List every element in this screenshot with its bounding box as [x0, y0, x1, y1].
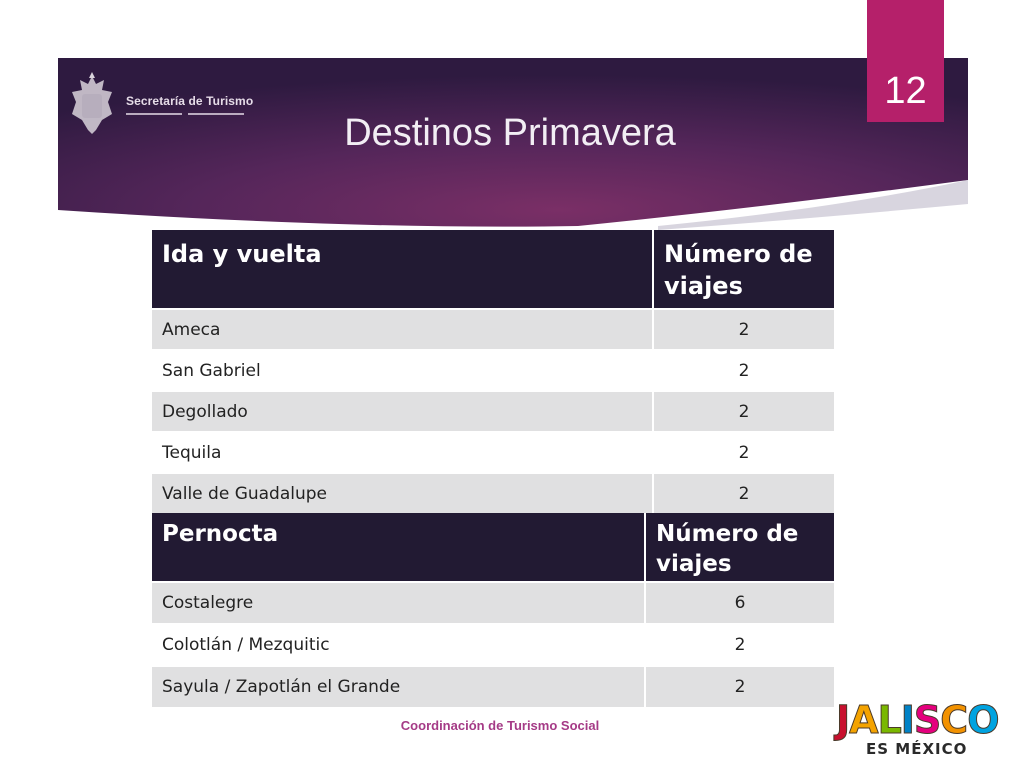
table-row: [152, 581, 834, 623]
table-header-row: [152, 513, 834, 581]
trips-cell: 2: [654, 472, 834, 513]
brand-wordmark: [836, 700, 999, 740]
trips-cell: 2: [646, 665, 834, 707]
table-row: [152, 472, 834, 513]
table-row: [152, 308, 834, 349]
brand-letter: I: [900, 698, 914, 742]
trips-cell: 2: [654, 431, 834, 472]
destination-cell: Colotlán / Mezquitic: [152, 623, 646, 665]
destination-cell: Costalegre: [152, 581, 646, 623]
destination-cell: Valle de Guadalupe: [152, 472, 654, 513]
destination-cell: Ameca: [152, 308, 654, 349]
page-title: Destinos Primavera: [344, 112, 676, 154]
page-number: 12: [884, 69, 927, 112]
brand-letter: S: [913, 698, 941, 742]
trips-cell: 2: [654, 349, 834, 390]
trips-cell: 2: [646, 623, 834, 665]
logo-text: Secretaría de Turismo: [126, 94, 254, 108]
table-row: [152, 390, 834, 431]
table-row: [152, 623, 834, 665]
brand-subtitle: ES MÉXICO: [866, 740, 968, 758]
brand-letter: O: [967, 698, 999, 742]
brand-letter: A: [849, 698, 878, 742]
trips-cell: 2: [654, 390, 834, 431]
trips-cell: 2: [654, 308, 834, 349]
table-header-row: [152, 230, 834, 308]
table-row: [152, 349, 834, 390]
brand-letter: L: [877, 698, 901, 742]
table-row: [152, 431, 834, 472]
crest-icon: [66, 70, 118, 136]
table-row: [152, 665, 834, 707]
destination-cell: Degollado: [152, 390, 654, 431]
column-header-destination: Ida y vuelta: [152, 230, 654, 308]
destination-cell: Tequila: [152, 431, 654, 472]
column-header-destination: Pernocta: [152, 513, 646, 581]
brand-letter: J: [836, 698, 850, 742]
table-pernocta: [152, 513, 834, 707]
table-ida-y-vuelta: [152, 230, 834, 513]
column-header-trips: Número de viajes: [654, 230, 834, 308]
destination-cell: San Gabriel: [152, 349, 654, 390]
trips-cell: 6: [646, 581, 834, 623]
jalisco-logo: [836, 700, 1004, 760]
column-header-trips: Número de viajes: [646, 513, 834, 581]
destination-cell: Sayula / Zapotlán el Grande: [152, 665, 646, 707]
footer-text: Coordinación de Turismo Social: [400, 718, 600, 733]
page-number-badge: [867, 0, 944, 122]
brand-letter: C: [940, 698, 968, 742]
